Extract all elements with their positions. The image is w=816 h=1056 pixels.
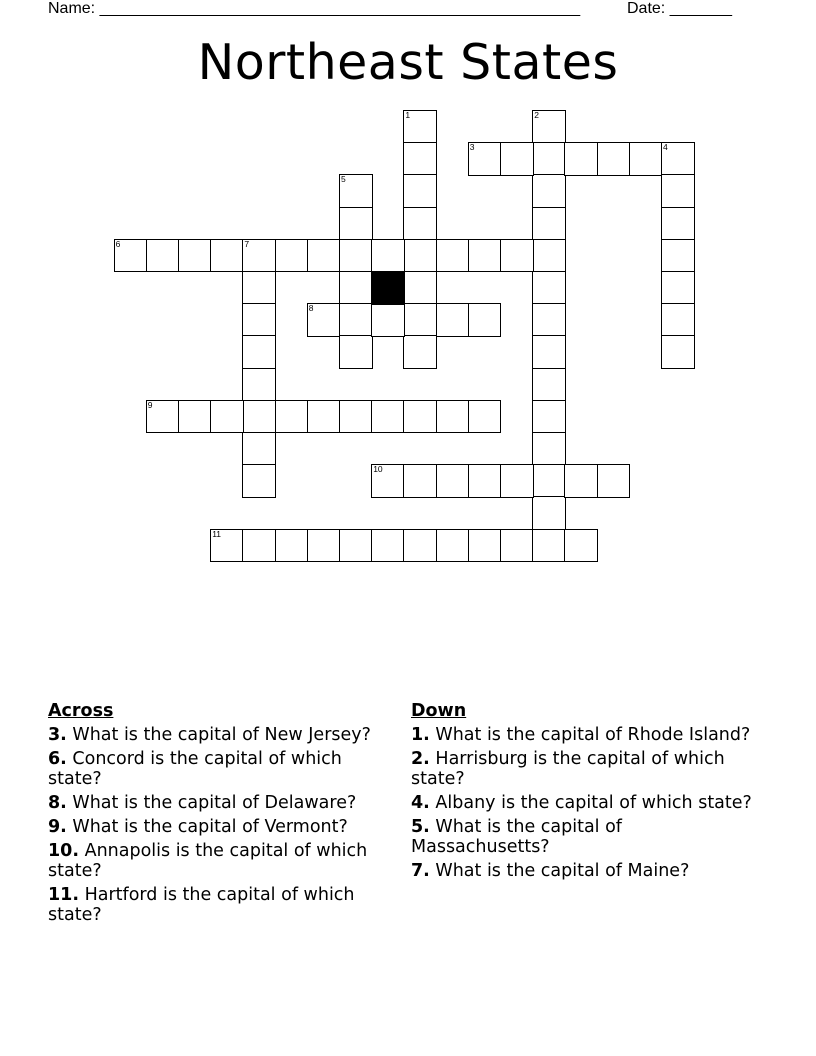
grid-cell[interactable] — [242, 335, 276, 369]
grid-cell[interactable] — [436, 303, 470, 337]
grid-cell[interactable] — [532, 432, 566, 466]
grid-cell[interactable] — [210, 239, 244, 273]
grid-cell[interactable] — [339, 400, 373, 434]
grid-cell[interactable] — [468, 400, 502, 434]
clue-number: 4 — [663, 142, 668, 153]
clue-number: 1 — [405, 110, 411, 120]
grid-cell[interactable] — [468, 464, 502, 498]
grid-cell[interactable] — [661, 207, 695, 241]
grid-cell[interactable] — [146, 400, 180, 434]
grid-cell[interactable] — [532, 271, 566, 305]
grid-cell[interactable] — [403, 464, 437, 498]
clue-number: 9 — [147, 399, 153, 410]
grid-cell[interactable] — [339, 174, 373, 208]
grid-cell[interactable] — [210, 529, 244, 563]
across-clue-10: 10. Annapolis is the capital of which state? — [48, 841, 368, 881]
grid-cell[interactable] — [242, 464, 276, 498]
grid-cell[interactable] — [403, 207, 437, 241]
grid-cell[interactable] — [532, 335, 566, 369]
grid-cell[interactable] — [307, 400, 341, 434]
grid-cell[interactable] — [532, 142, 566, 176]
across-clue-6: 6. Concord is the capital of which state? — [48, 749, 342, 789]
date-field[interactable]: Date: _______ — [627, 0, 732, 17]
grid-cell[interactable] — [242, 303, 276, 337]
grid-cell[interactable] — [597, 464, 631, 498]
clue-number: 6 — [115, 238, 121, 249]
grid-cell[interactable] — [275, 400, 309, 434]
grid-cell[interactable] — [500, 239, 534, 273]
clue-number: 10 — [373, 464, 383, 475]
down-clue-5: 5. What is the capital of Massachusetts? — [411, 817, 622, 857]
grid-cell[interactable] — [532, 174, 566, 208]
grid-cell[interactable] — [500, 142, 534, 176]
black-square — [371, 271, 405, 305]
grid-cell[interactable] — [403, 239, 437, 273]
grid-cell[interactable] — [468, 303, 502, 337]
down-clues — [411, 701, 761, 885]
grid-cell[interactable] — [339, 303, 373, 337]
grid-cell[interactable] — [532, 239, 566, 273]
grid-cell[interactable] — [114, 239, 148, 273]
grid-cell[interactable] — [661, 335, 695, 369]
clue-number: 11 — [212, 528, 222, 539]
clue-number: 2 — [534, 110, 539, 120]
name-field[interactable]: Name: ______________________________________________________ — [48, 0, 581, 17]
grid-cell[interactable] — [210, 400, 244, 434]
grid-cell[interactable] — [564, 529, 598, 563]
clue-number: 3 — [469, 142, 475, 153]
grid-cell[interactable] — [403, 271, 437, 305]
grid-cell[interactable] — [403, 142, 437, 176]
grid-cell[interactable] — [436, 239, 470, 273]
grid-cell[interactable] — [564, 142, 598, 176]
puzzle-title: Northeast States — [197, 34, 619, 91]
grid-cell[interactable] — [178, 400, 212, 434]
grid-cell[interactable] — [468, 239, 502, 273]
grid-cell[interactable] — [629, 142, 663, 176]
grid-cell[interactable] — [532, 529, 566, 563]
grid-cell[interactable] — [532, 496, 566, 530]
grid-cell[interactable] — [371, 239, 405, 273]
grid-cell[interactable] — [371, 303, 405, 337]
grid-cell[interactable] — [532, 303, 566, 337]
grid-cell[interactable] — [242, 529, 276, 563]
grid-cell[interactable] — [307, 529, 341, 563]
grid-cell[interactable] — [371, 400, 405, 434]
grid-cell[interactable] — [436, 529, 470, 563]
grid-cell[interactable] — [403, 174, 437, 208]
grid-cell[interactable] — [468, 529, 502, 563]
grid-cell[interactable] — [436, 464, 470, 498]
grid-cell[interactable] — [242, 239, 276, 273]
grid-cell[interactable] — [275, 239, 309, 273]
grid-cell[interactable] — [468, 142, 502, 176]
clue-number: 8 — [308, 303, 314, 314]
grid-cell[interactable] — [242, 271, 276, 305]
grid-cell[interactable] — [339, 529, 373, 563]
grid-cell[interactable] — [436, 400, 470, 434]
grid-cell[interactable] — [371, 464, 405, 498]
grid-cell[interactable] — [403, 110, 437, 144]
down-clue-2: 2. Harrisburg is the capital of which state? — [411, 749, 725, 789]
grid-cell[interactable] — [242, 368, 276, 402]
grid-cell[interactable] — [661, 239, 695, 273]
down-clue-7: 7. What is the capital of Maine? — [411, 861, 690, 881]
across-clue-8: 8. What is the capital of Delaware? — [48, 793, 357, 813]
grid-cell[interactable] — [500, 529, 534, 563]
grid-cell[interactable] — [532, 368, 566, 402]
down-clue-4: 4. Albany is the capital of which state? — [411, 793, 752, 813]
grid-cell[interactable] — [532, 464, 566, 498]
across-clues — [48, 701, 398, 929]
grid-cell[interactable] — [532, 400, 566, 434]
grid-cell[interactable] — [242, 432, 276, 466]
grid-cell[interactable] — [178, 239, 212, 273]
grid-cell[interactable] — [339, 207, 373, 241]
across-clue-3: 3. What is the capital of New Jersey? — [48, 725, 371, 745]
grid-cell[interactable] — [532, 207, 566, 241]
grid-cell[interactable] — [661, 174, 695, 208]
grid-cell[interactable] — [146, 239, 180, 273]
down-clue-1: 1. What is the capital of Rhode Island? — [411, 725, 751, 745]
clue-number: 7 — [244, 238, 250, 249]
grid-cell[interactable] — [307, 303, 341, 337]
grid-cell[interactable] — [403, 303, 437, 337]
grid-cell[interactable] — [242, 400, 276, 434]
grid-cell[interactable] — [275, 529, 309, 563]
grid-cell[interactable] — [403, 529, 437, 563]
grid-cell[interactable] — [403, 335, 437, 369]
grid-cell[interactable] — [661, 271, 695, 305]
grid-cell[interactable] — [532, 110, 566, 144]
clue-number: 5 — [341, 174, 346, 185]
across-clue-9: 9. What is the capital of Vermont? — [48, 817, 348, 837]
grid-cell[interactable] — [307, 239, 341, 273]
across-heading: Across — [48, 701, 114, 721]
grid-cell[interactable] — [371, 529, 405, 563]
grid-cell[interactable] — [339, 239, 373, 273]
grid-cell[interactable] — [403, 400, 437, 434]
grid-cell[interactable] — [339, 271, 373, 305]
down-heading: Down — [411, 701, 467, 721]
grid-cell[interactable] — [339, 335, 373, 369]
grid-cell[interactable] — [661, 303, 695, 337]
grid-cell[interactable] — [564, 464, 598, 498]
grid-cell[interactable] — [661, 142, 695, 176]
grid-cell[interactable] — [597, 142, 631, 176]
grid-cell[interactable] — [500, 464, 534, 498]
across-clue-11: 11. Hartford is the capital of which state? — [48, 885, 355, 925]
